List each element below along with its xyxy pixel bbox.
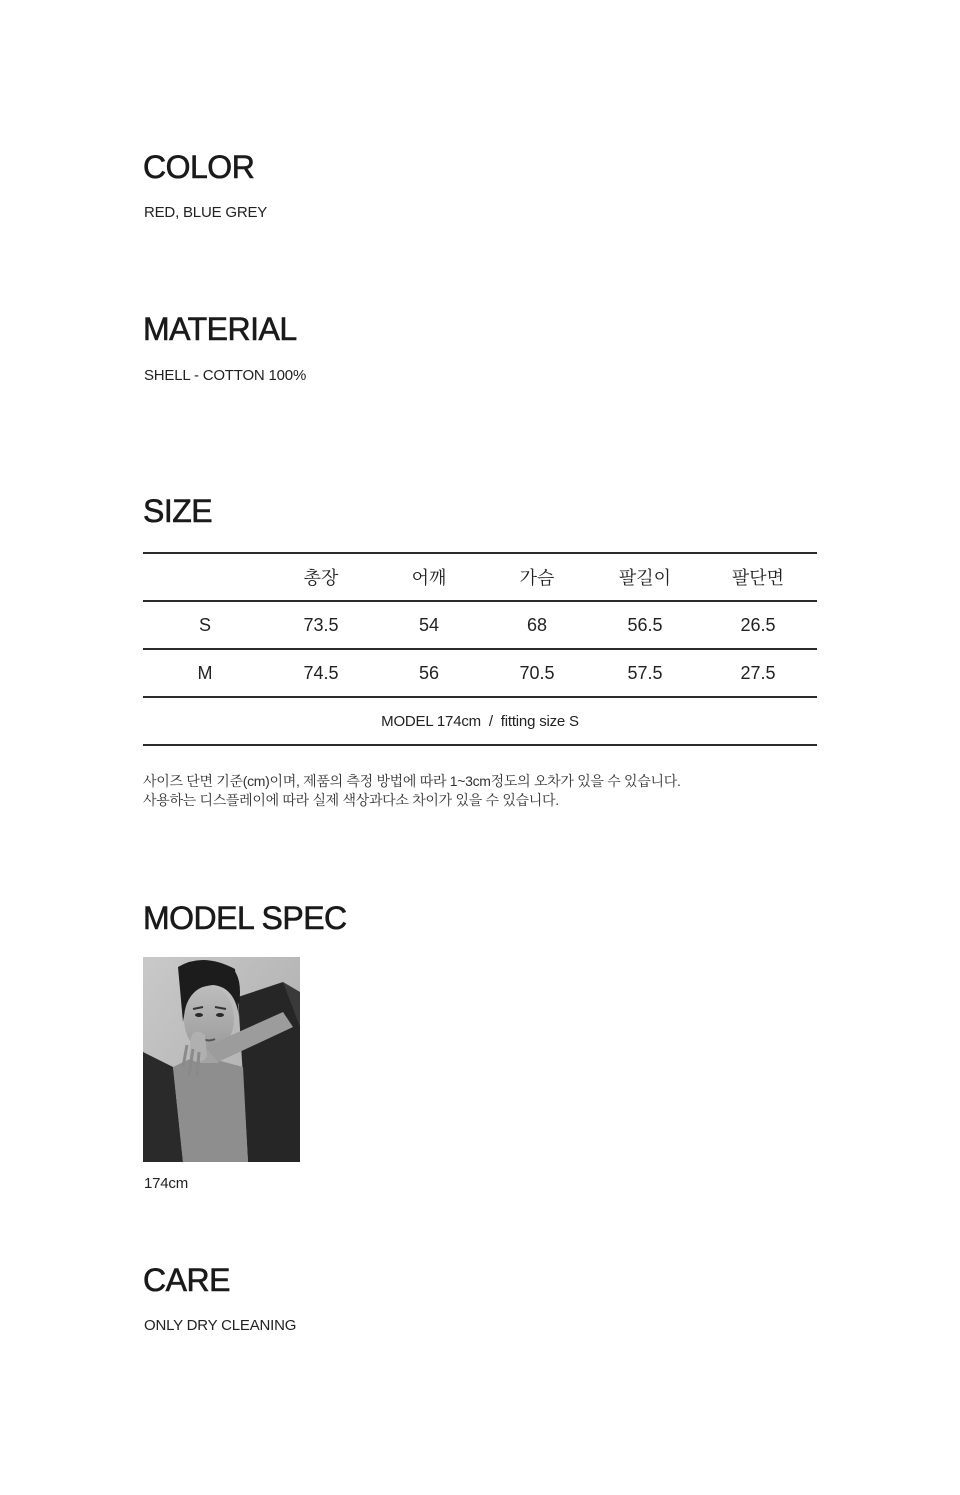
size-section-title: SIZE [143,493,213,529]
model-fitting-note: MODEL 174cm / fitting size S [143,697,817,745]
size-table-header-row [143,553,817,601]
size-table [143,552,817,746]
color-section-title: COLOR [143,149,255,185]
size-table-header-cell: 총장 [267,553,375,601]
table-cell: 74.5 [267,649,375,697]
size-table-header-cell [143,553,267,601]
table-cell: 54 [375,601,483,649]
size-measurement-note: 사이즈 단면 기준(cm)이며, 제품의 측정 방법에 따라 1~3cm정도의 오차가 있을 수 있습니다. [143,773,681,789]
table-cell: 73.5 [267,601,375,649]
model-height: 174cm [144,1175,189,1192]
table-cell: 26.5 [699,601,817,649]
size-label-cell: M [143,649,267,697]
material-value: SHELL - COTTON 100% [144,367,307,384]
model-photo [143,957,300,1162]
display-color-note: 사용하는 디스플레이에 따라 실제 색상과다소 차이가 있을 수 있습니다. [143,792,559,808]
table-cell: 56.5 [591,601,699,649]
table-cell: 27.5 [699,649,817,697]
size-table-header-cell: 팔단면 [699,553,817,601]
model-fitting-row [143,697,817,745]
size-table-header-cell: 팔길이 [591,553,699,601]
color-value: RED, BLUE GREY [144,204,268,221]
table-cell: 68 [483,601,591,649]
table-cell: 70.5 [483,649,591,697]
model-spec-section-title: MODEL SPEC [143,900,347,936]
material-section-title: MATERIAL [143,311,297,347]
table-row [143,649,817,697]
size-table-header-cell: 어깨 [375,553,483,601]
care-value: ONLY DRY CLEANING [144,1317,297,1334]
care-section-title: CARE [143,1262,230,1298]
size-table-header-cell: 가슴 [483,553,591,601]
size-label-cell: S [143,601,267,649]
table-cell: 56 [375,649,483,697]
table-cell: 57.5 [591,649,699,697]
table-row [143,601,817,649]
